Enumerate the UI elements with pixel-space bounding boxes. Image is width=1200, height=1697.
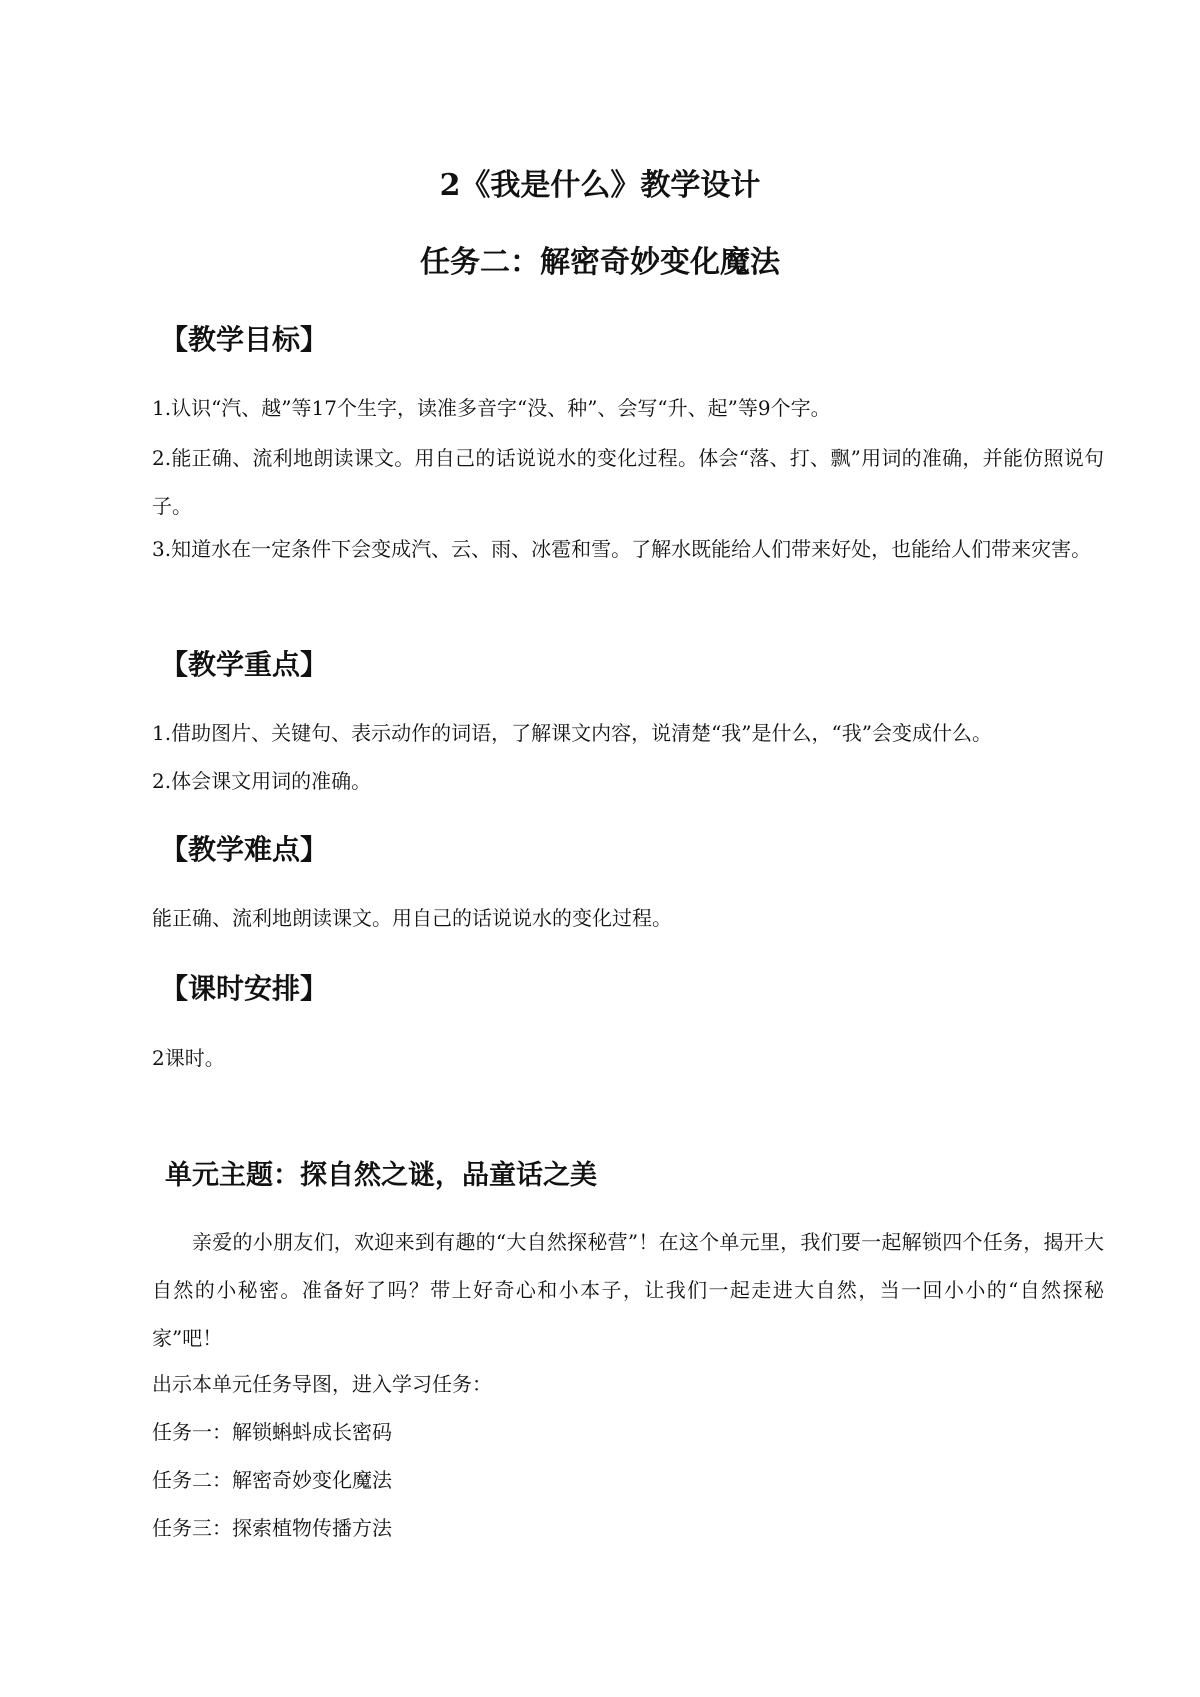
unit-theme-heading: 单元主题：探自然之谜，品童话之美 [165, 1160, 597, 1191]
task-list-item: 任务二：解密奇妙变化魔法 [152, 1468, 392, 1492]
objective-item: 2.能正确、流利地朗读课文。用自己的话说说水的变化过程。体会“落、打、飘”用词的准确，并能仿照说句子。 [152, 446, 1104, 518]
task-list-item: 任务三：探索植物传播方法 [152, 1516, 392, 1540]
key-point-item: 2.体会课文用词的准确。 [152, 769, 372, 793]
objective-item: 3.知道水在一定条件下会变成汽、云、雨、冰雹和雪。了解水既能给人们带来好处，也能给人们带来灾害。 [152, 537, 1092, 561]
difficulty-item: 能正确、流利地朗读课文。用自己的话说说水的变化过程。 [152, 906, 672, 930]
section-heading-objectives: 【教学目标】 [160, 323, 329, 356]
document-subtitle: 任务二：解密奇妙变化魔法 [420, 245, 780, 280]
key-point-item: 1.借助图片、关键句、表示动作的词语，了解课文内容，说清楚“我”是什么，“我”会变成什么。 [152, 721, 992, 745]
schedule-text: 2课时。 [152, 1046, 225, 1070]
section-heading-difficulties: 【教学难点】 [160, 833, 329, 866]
document-title: 2《我是什么》教学设计 [439, 168, 761, 203]
section-heading-key-points: 【教学重点】 [160, 648, 329, 681]
task-list-item: 任务一：解锁蝌蚪成长密码 [152, 1420, 392, 1444]
task-map-intro: 出示本单元任务导图，进入学习任务： [152, 1372, 492, 1396]
objective-item: 1.认识“汽、越”等17个生字，读准多音字“没、种”、会写“升、起”等9个字。 [152, 396, 831, 420]
unit-intro-paragraph: 亲爱的小朋友们，欢迎来到有趣的“大自然探秘营”！在这个单元里，我们要一起解锁四个任务，揭开大自然的小秘密。准备好了吗？带上好奇心和小本子，让我们一起走进大自然，当一回小小的“自然探秘家”吧！ [152, 1230, 1104, 1350]
section-heading-schedule: 【课时安排】 [160, 972, 329, 1005]
